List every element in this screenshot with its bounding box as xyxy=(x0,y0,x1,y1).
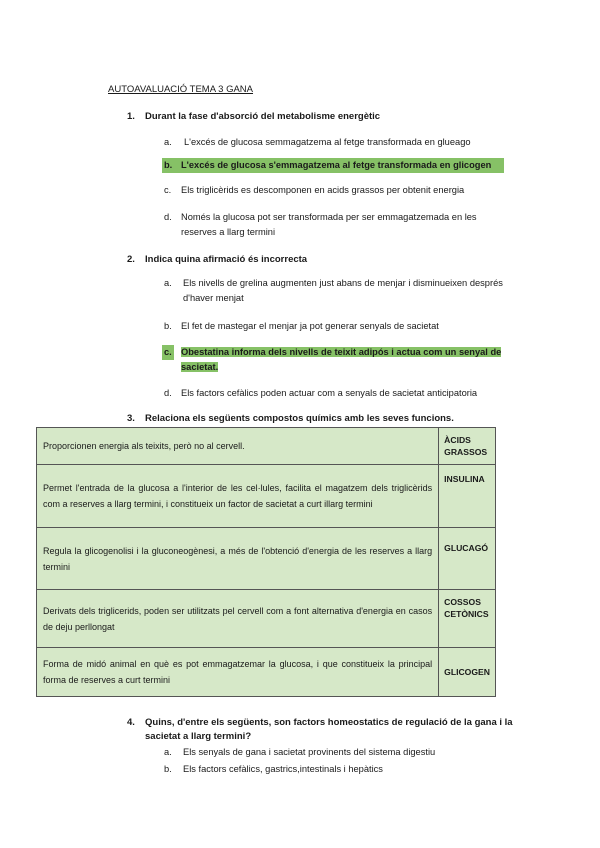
table-row xyxy=(37,428,496,465)
question-number: 3. xyxy=(127,413,135,424)
compound-answer: ÀCIDS GRASSOS xyxy=(439,428,496,465)
option-text: L'excés de glucosa semmagatzema al fetge transformada en glueago xyxy=(184,137,471,147)
q1-option-b-correct xyxy=(162,158,504,173)
q2-option-a xyxy=(164,276,509,308)
option-text: Els nivells de grelina augmenten just abans de menjar i disminueixen després d'haver menjat xyxy=(183,278,503,303)
table-row xyxy=(37,465,496,528)
option-text: Només la glucosa pot ser transformada per ser emmagatzemada en les reserves a llarg termini xyxy=(181,212,477,237)
question-3 xyxy=(127,412,547,426)
question-4 xyxy=(127,716,547,744)
option-letter: d. xyxy=(164,212,172,222)
option-letter: c. xyxy=(164,185,172,195)
question-number: 2. xyxy=(127,254,135,265)
question-text: Durant la fase d'absorció del metabolisme energètic xyxy=(145,111,381,122)
compound-answer: GLUCAGÓ xyxy=(439,528,496,590)
option-text: Els factors cefàlics poden actuar com a senyals de sacietat anticipatoria xyxy=(181,388,478,398)
function-description: Regula la glicogenolisi i la gluconeogènesi, a més de l'obtenció d'energia de les reserves a llarg termini xyxy=(37,528,439,590)
q4-option-b xyxy=(164,762,524,777)
option-letter: a. xyxy=(164,137,172,147)
option-text: El fet de mastegar el menjar ja pot generar senyals de sacietat xyxy=(181,321,439,331)
option-letter: b. xyxy=(164,160,173,170)
question-2 xyxy=(127,253,547,267)
q1-option-c xyxy=(164,183,524,198)
option-letter: c. xyxy=(162,345,174,360)
option-text: Els factors cefàlics, gastrics,intestinals i hepàtics xyxy=(183,764,383,774)
option-text: L'excés de glucosa s'emmagatzema al fetge transformada en glicogen xyxy=(181,160,492,170)
table-row xyxy=(37,648,496,697)
table-row xyxy=(37,590,496,648)
function-description: Permet l'entrada de la glucosa a l'interior de les cel·lules, facilita el magatzem dels triglicèrids com a reserves a llarg termini, i constitueix un factor de sacietat a curt illarg termini xyxy=(37,465,439,528)
question-text-line-2: sacietat a llarg termini? xyxy=(145,731,252,742)
question-number: 4. xyxy=(127,717,135,728)
option-letter: a. xyxy=(164,278,172,288)
q2-option-c-highlighted xyxy=(162,345,512,375)
q1-option-d xyxy=(164,210,509,242)
option-text-highlighted: Obestatina informa dels nivells de teixit adipós i actua com un senyal de sacietat. xyxy=(181,347,502,372)
question-text: Indica quina afirmació és incorrecta xyxy=(145,254,308,265)
question-number: 1. xyxy=(127,111,135,122)
q2-option-d xyxy=(164,386,524,401)
compounds-table xyxy=(36,427,496,697)
question-text: Relaciona els següents compostos químics amb les seves funcions. xyxy=(145,413,454,424)
option-text: Els triglicèrids es descomponen en acids grassos per obtenit energia xyxy=(181,185,465,195)
option-text xyxy=(181,345,513,375)
option-letter: d. xyxy=(164,388,172,398)
q1-option-a xyxy=(164,135,524,150)
q4-option-a xyxy=(164,745,524,760)
compound-answer: COSSOS CETÒNICS xyxy=(439,590,496,648)
compound-answer: GLICOGEN xyxy=(439,648,496,697)
option-text: Els senyals de gana i sacietat provinents del sistema digestiu xyxy=(183,747,436,757)
table-row xyxy=(37,528,496,590)
function-description: Proporcionen energia als teixits, però no al cervell. xyxy=(37,428,439,465)
option-letter: b. xyxy=(164,321,172,331)
question-text-line-1: Quins, d'entre els següents, son factors homeostatics de regulació de la gana i la xyxy=(145,717,513,728)
option-letter: a. xyxy=(164,747,172,757)
option-letter: b. xyxy=(164,764,172,774)
function-description: Forma de midó animal en què es pot emmagatzemar la glucosa, i que constitueix la principal forma de reserves a curt termini xyxy=(37,648,439,697)
q2-option-b xyxy=(164,319,524,334)
question-1 xyxy=(127,110,547,124)
document-title: AUTOAVALUACIÓ TEMA 3 GANA xyxy=(108,84,254,95)
compound-answer: INSULINA xyxy=(439,465,496,528)
function-description: Derivats dels triglicerids, poden ser utilitzats pel cervell com a font alternativa d'energia en casos de deju perllongat xyxy=(37,590,439,648)
